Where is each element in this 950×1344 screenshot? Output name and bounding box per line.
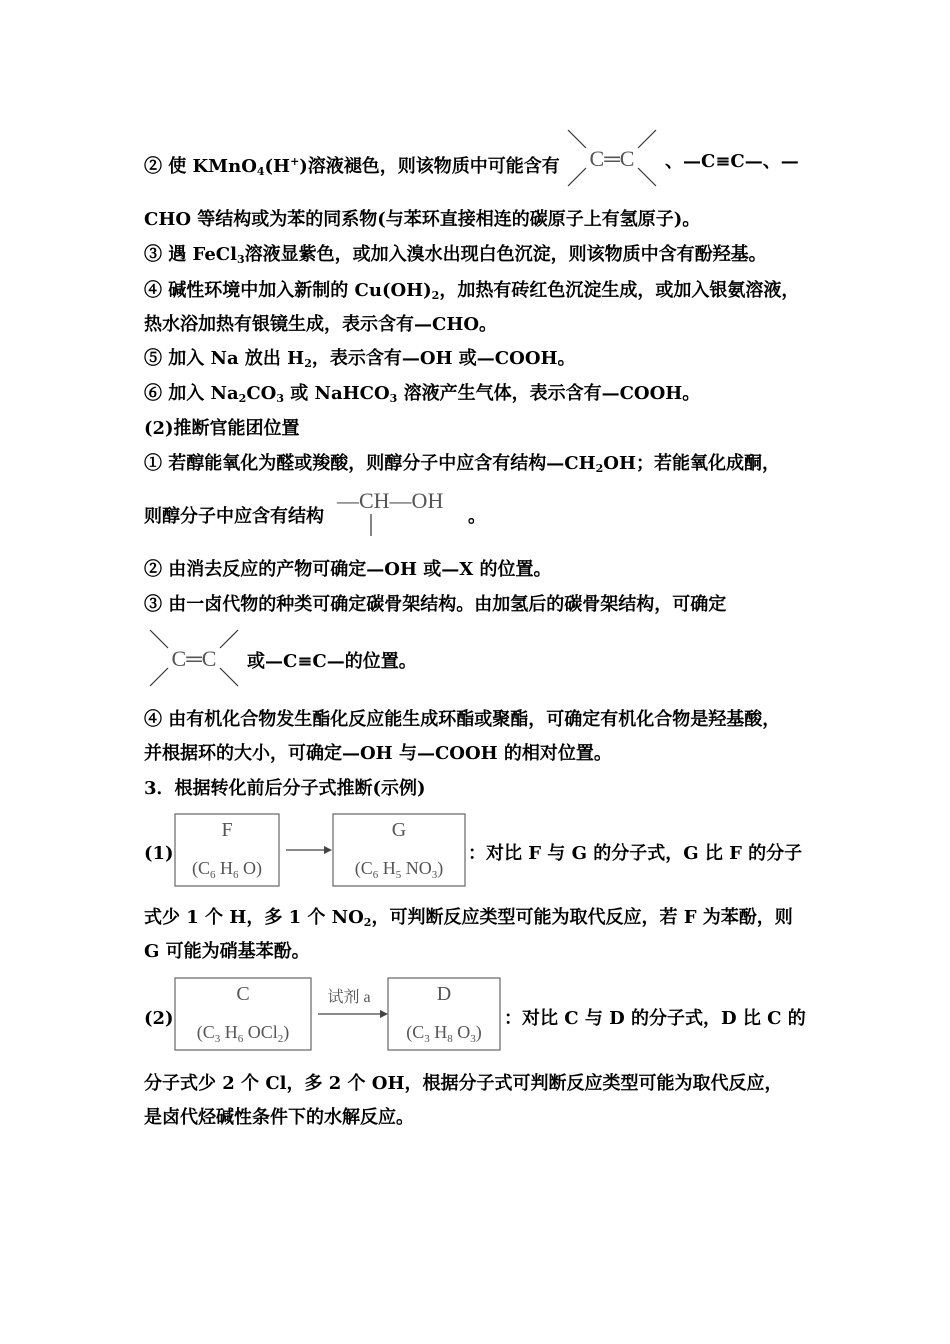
alkene-structure-1 [562,126,662,190]
line-cho: CHO 等结构或为苯的同系物(与苯环直接相连的碳原子上有氢原子)。 [144,209,701,230]
line-no2: 式少 1 个 H，多 1 个 $NO_2$，可判断反应类型可能为取代反应，若 F 为苯酚，则 [144,907,793,929]
svg-text:—CH—OH: —CH—OH [337,488,444,513]
svg-text:试剂 a: 试剂 a [327,989,371,1006]
svg-text:(C6 H6 O): ($C_6$ $H_6$ O) [192,858,262,881]
svg-text:F: F [221,819,233,841]
svg-text:(C6 H5 NO3): ($C_6$ $H_5$ $NO_3$) [354,858,444,881]
svg-text:G: G [391,819,407,841]
line-na: ⑤ 加入 Na 放出 $H_2$，表示含有—OH 或—COOH。 [144,348,576,370]
alkene-structure-2 [144,626,244,690]
line-ester: ④ 由有机化合物发生酯化反应能生成环酯或聚酯，可确定有机化合物是羟基酸， [144,709,781,730]
line-cl-oh: 分子式少 2 个 Cl，多 2 个 OH，根据分子式可判断反应类型可能为取代反应， [144,1073,783,1094]
line-halide: ③ 由一卤代物的种类可确定碳骨架结构。由加氢后的碳骨架结构，可确定 [144,594,727,615]
example-2-label: (2) [144,1008,174,1029]
svg-text:C: C [236,983,250,1005]
line-hydrolysis: 是卤代烃碱性条件下的水解反应。 [144,1107,414,1128]
example-1-label: (1) [144,843,174,864]
svg-text:(C3 H8 O3): ($C_3$ $H_8$ $O_3$) [406,1022,482,1045]
svg-text:D: D [436,983,452,1005]
line-na2co3: ⑥ 加入 $Na_2CO_3$ 或 NaHCO$_3$ 溶液产生气体，表示含有—COOH。 [144,383,701,405]
line-alkyne-position: 或—C≡C—的位置。 [247,651,417,672]
choh-structure [335,484,475,540]
line-silver-mirror: 热水浴加热有银镜生成，表示含有—CHO。 [144,314,498,335]
example-2-text: ：对比 C 与 D 的分子式，D 比 C 的 [504,1008,806,1029]
section-heading-position: (2)推断官能团位置 [144,418,300,439]
line-ketone-period: 。 [468,506,486,527]
reaction-f-to-g [174,812,468,890]
svg-text:C═C: C═C [589,146,635,171]
example-1-text: ：对比 F 与 G 的分子式，G 比 F 的分子 [468,843,803,864]
svg-text:(C3 H6 OCl2): ($C_3$ $H_6$ OCl$_2$) [196,1022,290,1045]
line-kmno4: ② 使 KMnO$_4$(H+)溶液褪色，则该物质中可能含有 [144,155,560,178]
line-ketone-structure: 则醇分子中应含有结构 [144,506,324,527]
line-fecl3: ③ 遇 FeCl$_3$溶液显紫色，或加入溴水出现白色沉淀，则该物质中含有酚羟基。 [144,244,767,266]
line-alcohol-oxidation: ① 若醇能氧化为醛或羧酸，则醇分子中应含有结构$—CH_2OH$；若能氧化成酮， [144,453,780,475]
line-nitrophenol: G 可能为硝基苯酚。 [144,941,310,962]
reaction-c-to-d [174,976,504,1054]
svg-text:C═C: C═C [171,646,217,671]
line-cuoh2: ④ 碱性环境中加入新制的 $Cu(OH)_2$，加热有砖红色沉淀生成，或加入银氨溶液， [144,280,800,302]
section-heading-formula: 3．根据转化前后分子式推断(示例) [144,778,426,799]
line-ring-size: 并根据环的大小，可确定—OH 与—COOH 的相对位置。 [144,743,612,764]
line-kmno4-tail: 、—C≡C—、— [665,151,799,172]
line-elimination: ② 由消去反应的产物可确定—OH 或—X 的位置。 [144,559,552,580]
